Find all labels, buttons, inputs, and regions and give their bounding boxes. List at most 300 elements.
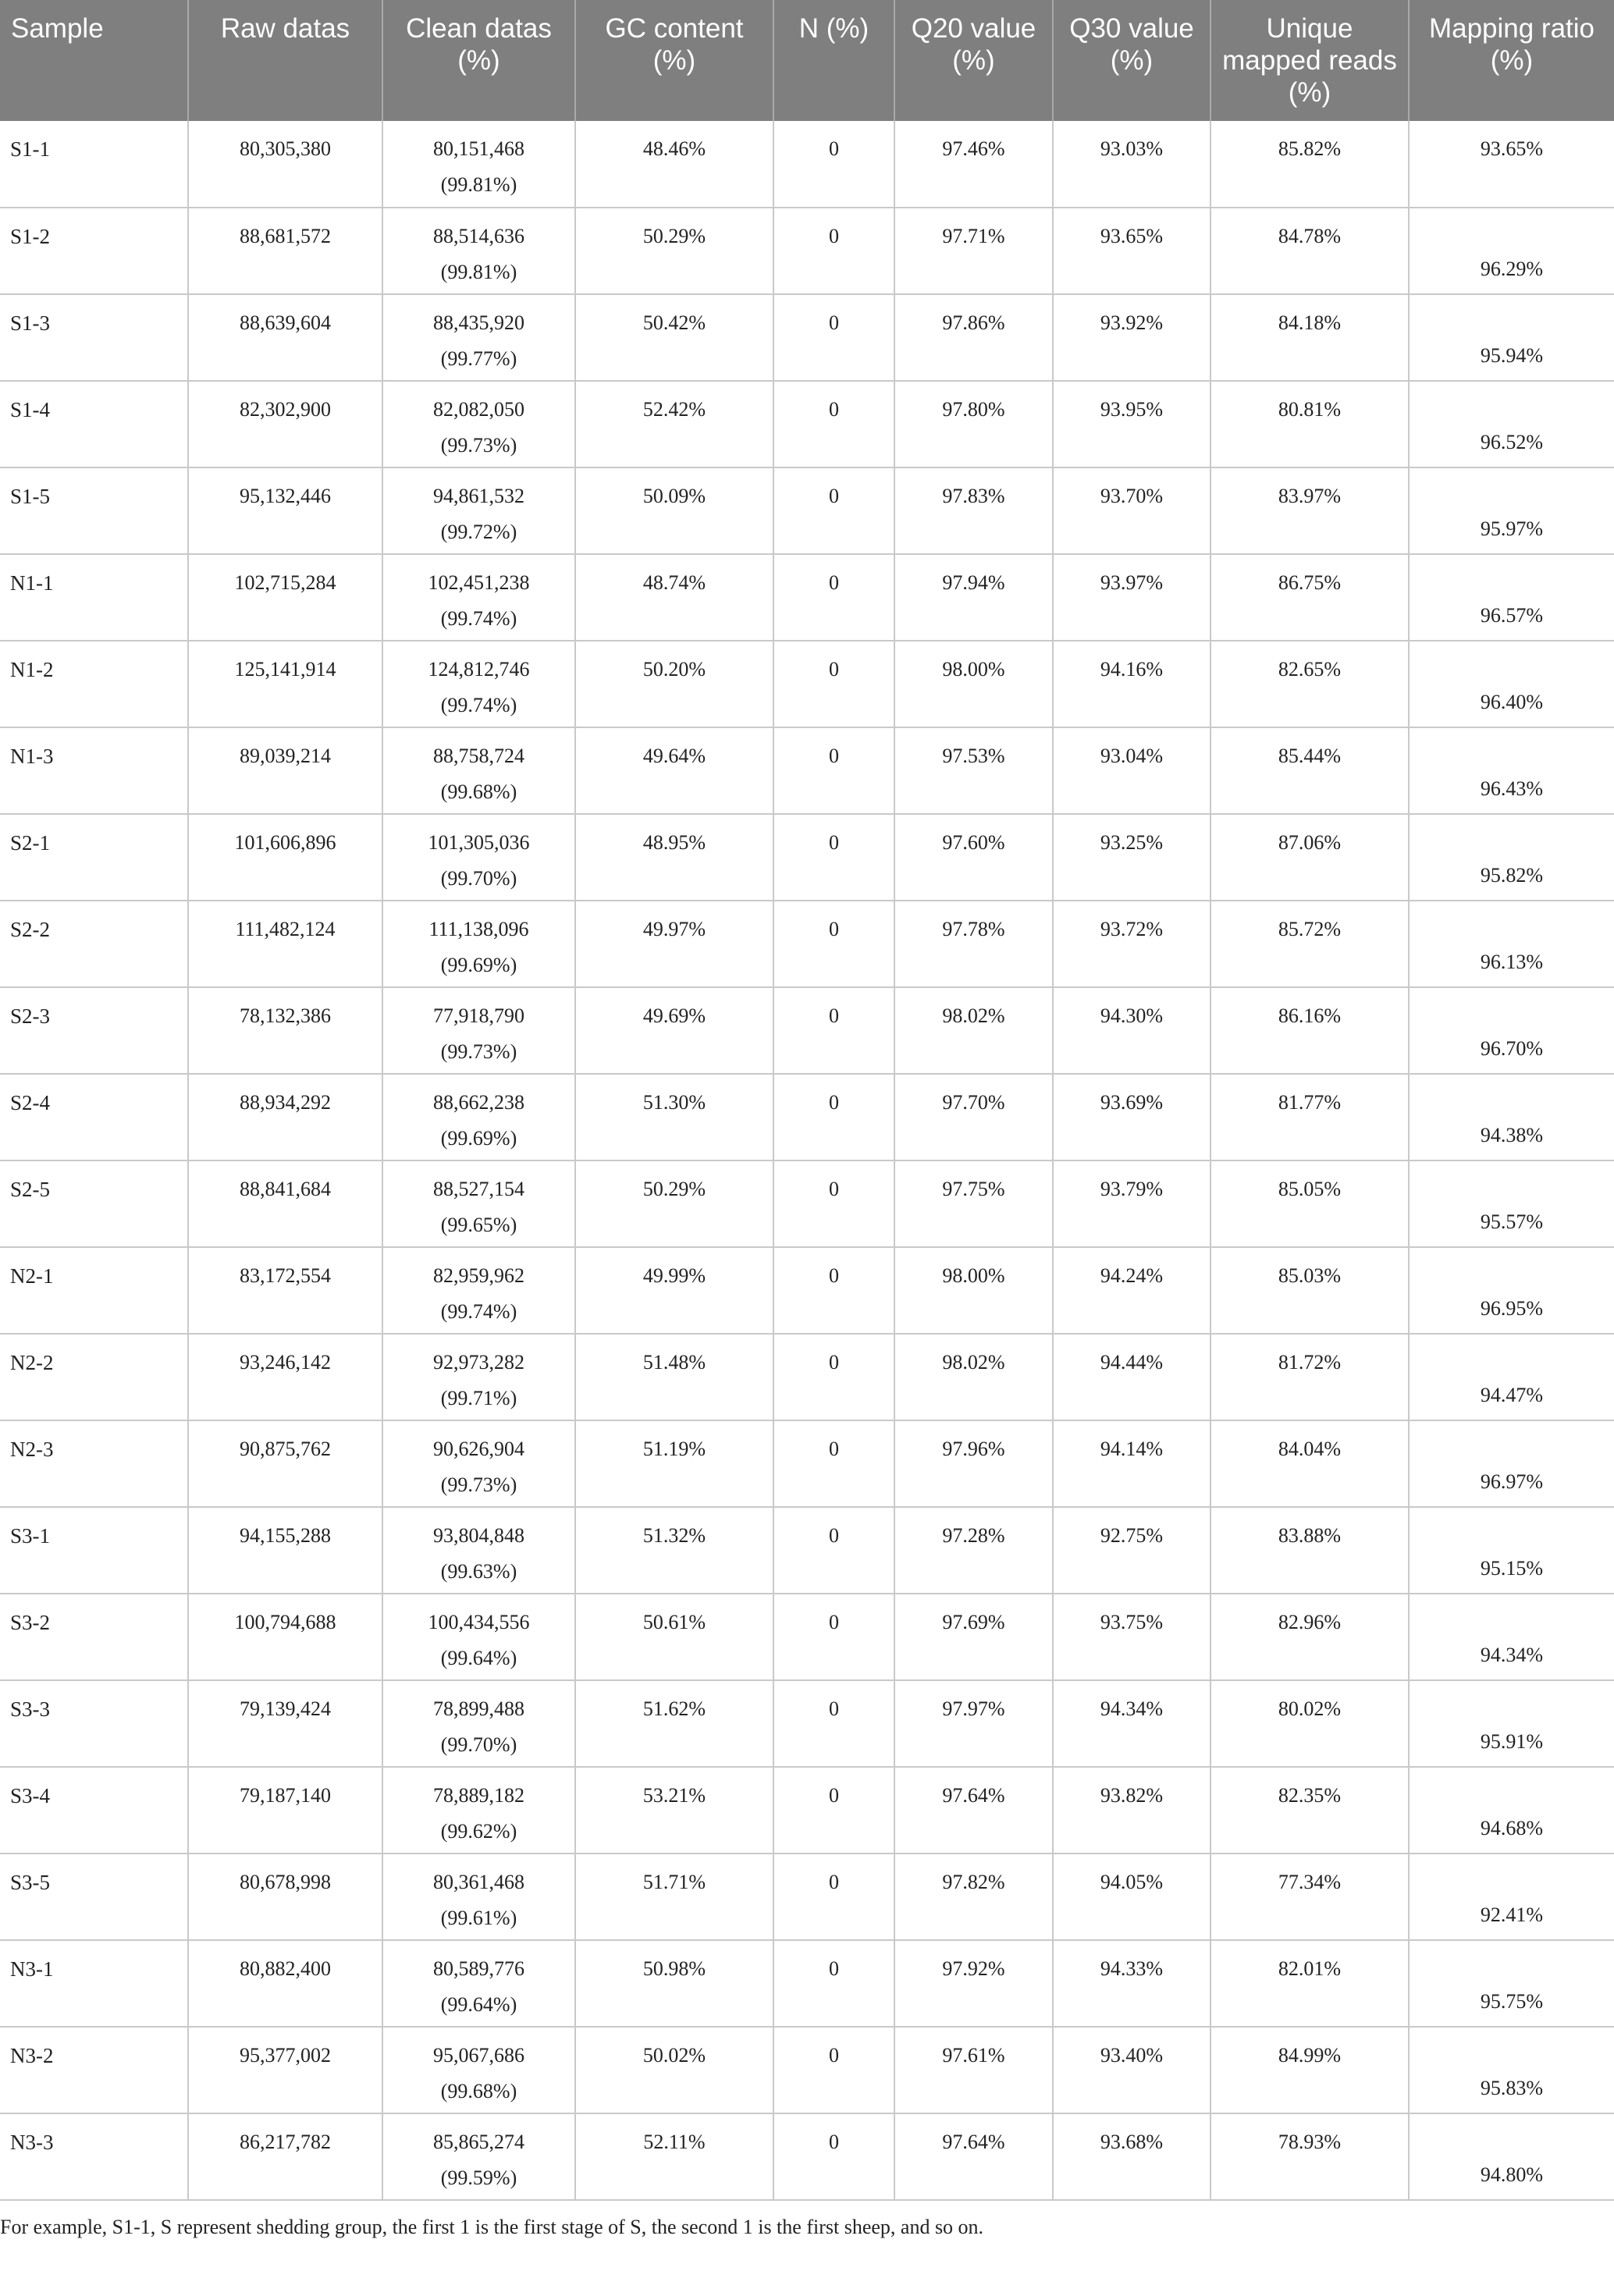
cell-n-percent: 0 — [773, 1247, 894, 1334]
cell-q20: 97.70% — [894, 1074, 1053, 1160]
cell-sample: S1-5 — [0, 467, 188, 554]
cell-raw-datas: 93,246,142 — [188, 1334, 382, 1420]
cell-n-percent: 0 — [773, 208, 894, 294]
table-row — [0, 987, 1614, 1074]
cell-n-percent: 0 — [773, 381, 894, 467]
cell-unique-mapped: 84.78% — [1210, 208, 1409, 294]
clean-datas-value: 88,662,238 — [433, 1091, 524, 1114]
cell-mapping-ratio: 95.97% — [1409, 467, 1614, 554]
cell-n-percent: 0 — [773, 1767, 894, 1854]
cell-clean-datas — [382, 814, 575, 901]
table-footnote: For example, S1-1, S represent shedding group, the first 1 is the first stage of S, the second 1 is the first sheep, and so on. — [0, 2216, 984, 2238]
cell-unique-mapped: 82.01% — [1210, 1940, 1409, 2027]
cell-clean-datas — [382, 901, 575, 987]
cell-raw-datas: 86,217,782 — [188, 2113, 382, 2200]
cell-clean-datas — [382, 1420, 575, 1507]
table-row — [0, 1074, 1614, 1160]
table-row — [0, 121, 1614, 208]
clean-datas-value: 101,305,036 — [428, 831, 530, 854]
cell-clean-datas — [382, 2113, 575, 2200]
cell-gc-content: 50.02% — [575, 2027, 773, 2113]
cell-q30: 93.72% — [1053, 901, 1210, 987]
cell-q30: 94.14% — [1053, 1420, 1210, 1507]
table-row — [0, 381, 1614, 467]
cell-sample: S3-5 — [0, 1854, 188, 1940]
cell-gc-content: 51.32% — [575, 1507, 773, 1594]
cell-unique-mapped: 84.18% — [1210, 294, 1409, 381]
cell-clean-datas — [382, 554, 575, 641]
clean-datas-value: 100,434,556 — [428, 1611, 530, 1633]
cell-gc-content: 51.62% — [575, 1680, 773, 1767]
cell-sample: S2-4 — [0, 1074, 188, 1160]
cell-q30: 93.75% — [1053, 1594, 1210, 1680]
cell-mapping-ratio: 95.82% — [1409, 814, 1614, 901]
cell-gc-content: 50.29% — [575, 1160, 773, 1247]
cell-sample: S2-2 — [0, 901, 188, 987]
header-raw-datas: Raw datas — [188, 0, 382, 121]
cell-q30: 94.05% — [1053, 1854, 1210, 1940]
cell-raw-datas: 125,141,914 — [188, 641, 382, 727]
cell-sample: N3-1 — [0, 1940, 188, 2027]
table-row — [0, 1507, 1614, 1594]
header-q20: Q20 value (%) — [894, 0, 1053, 121]
cell-n-percent: 0 — [773, 2027, 894, 2113]
header-sample: Sample — [0, 0, 188, 121]
cell-q20: 97.60% — [894, 814, 1053, 901]
cell-q20: 97.80% — [894, 381, 1053, 467]
table-row — [0, 294, 1614, 381]
cell-q20: 97.94% — [894, 554, 1053, 641]
cell-q30: 93.04% — [1053, 727, 1210, 814]
cell-n-percent: 0 — [773, 554, 894, 641]
cell-sample: N3-3 — [0, 2113, 188, 2200]
cell-q20: 97.83% — [894, 467, 1053, 554]
clean-datas-value: 90,626,904 — [433, 1438, 524, 1460]
cell-raw-datas: 95,377,002 — [188, 2027, 382, 2113]
cell-sample: N2-3 — [0, 1420, 188, 1507]
cell-mapping-ratio: 94.38% — [1409, 1074, 1614, 1160]
cell-clean-datas — [382, 1247, 575, 1334]
cell-q20: 97.28% — [894, 1507, 1053, 1594]
cell-sample: S2-5 — [0, 1160, 188, 1247]
cell-q30: 94.24% — [1053, 1247, 1210, 1334]
cell-sample: S1-2 — [0, 208, 188, 294]
clean-datas-value: 77,918,790 — [433, 1004, 524, 1027]
clean-datas-value: 94,861,532 — [433, 485, 524, 507]
clean-datas-percent: (99.81%) — [440, 261, 517, 283]
cell-gc-content: 48.74% — [575, 554, 773, 641]
clean-datas-value: 88,514,636 — [433, 225, 524, 247]
cell-q20: 97.46% — [894, 121, 1053, 208]
cell-mapping-ratio: 95.75% — [1409, 1940, 1614, 2027]
clean-datas-percent: (99.71%) — [440, 1387, 517, 1409]
cell-q20: 97.86% — [894, 294, 1053, 381]
cell-raw-datas: 88,681,572 — [188, 208, 382, 294]
cell-mapping-ratio: 94.47% — [1409, 1334, 1614, 1420]
clean-datas-percent: (99.64%) — [440, 1647, 517, 1669]
cell-q20: 98.02% — [894, 1334, 1053, 1420]
header-unique-mapped: Unique mapped reads (%) — [1210, 0, 1409, 121]
table-row — [0, 1854, 1614, 1940]
cell-q20: 98.02% — [894, 987, 1053, 1074]
cell-raw-datas: 78,132,386 — [188, 987, 382, 1074]
cell-unique-mapped: 80.02% — [1210, 1680, 1409, 1767]
header-clean-datas: Clean datas (%) — [382, 0, 575, 121]
cell-sample: N1-3 — [0, 727, 188, 814]
cell-mapping-ratio: 94.68% — [1409, 1767, 1614, 1854]
table-row — [0, 1940, 1614, 2027]
cell-q30: 93.69% — [1053, 1074, 1210, 1160]
cell-unique-mapped: 84.04% — [1210, 1420, 1409, 1507]
clean-datas-percent: (99.81%) — [440, 173, 517, 196]
clean-datas-value: 78,889,182 — [433, 1784, 524, 1807]
cell-n-percent: 0 — [773, 121, 894, 208]
cell-unique-mapped: 82.96% — [1210, 1594, 1409, 1680]
cell-sample: S3-2 — [0, 1594, 188, 1680]
table-row — [0, 1420, 1614, 1507]
cell-raw-datas: 79,139,424 — [188, 1680, 382, 1767]
cell-mapping-ratio: 92.41% — [1409, 1854, 1614, 1940]
cell-unique-mapped: 85.72% — [1210, 901, 1409, 987]
cell-n-percent: 0 — [773, 987, 894, 1074]
table-row — [0, 901, 1614, 987]
cell-clean-datas — [382, 381, 575, 467]
cell-n-percent: 0 — [773, 1854, 894, 1940]
clean-datas-value: 95,067,686 — [433, 2044, 524, 2067]
cell-mapping-ratio: 96.57% — [1409, 554, 1614, 641]
table-row — [0, 554, 1614, 641]
table-row — [0, 208, 1614, 294]
cell-raw-datas: 102,715,284 — [188, 554, 382, 641]
cell-raw-datas: 80,882,400 — [188, 1940, 382, 2027]
cell-gc-content: 53.21% — [575, 1767, 773, 1854]
cell-raw-datas: 88,841,684 — [188, 1160, 382, 1247]
cell-clean-datas — [382, 727, 575, 814]
cell-mapping-ratio: 95.94% — [1409, 294, 1614, 381]
clean-datas-percent: (99.74%) — [440, 607, 517, 630]
cell-q30: 93.92% — [1053, 294, 1210, 381]
table-row — [0, 1680, 1614, 1767]
cell-gc-content: 50.29% — [575, 208, 773, 294]
cell-gc-content: 48.46% — [575, 121, 773, 208]
cell-q30: 93.03% — [1053, 121, 1210, 208]
cell-unique-mapped: 81.72% — [1210, 1334, 1409, 1420]
cell-n-percent: 0 — [773, 1940, 894, 2027]
cell-raw-datas: 80,678,998 — [188, 1854, 382, 1940]
cell-q20: 97.96% — [894, 1420, 1053, 1507]
cell-gc-content: 49.97% — [575, 901, 773, 987]
cell-n-percent: 0 — [773, 1507, 894, 1594]
cell-clean-datas — [382, 1160, 575, 1247]
clean-datas-value: 102,451,238 — [428, 571, 530, 594]
cell-mapping-ratio: 95.91% — [1409, 1680, 1614, 1767]
cell-gc-content: 51.19% — [575, 1420, 773, 1507]
cell-q20: 97.64% — [894, 2113, 1053, 2200]
table-body — [0, 121, 1614, 2200]
cell-mapping-ratio: 96.13% — [1409, 901, 1614, 987]
cell-mapping-ratio: 95.15% — [1409, 1507, 1614, 1594]
cell-q20: 97.64% — [894, 1767, 1053, 1854]
clean-datas-percent: (99.64%) — [440, 1993, 517, 2016]
cell-sample: N3-2 — [0, 2027, 188, 2113]
table-row — [0, 2113, 1614, 2200]
cell-n-percent: 0 — [773, 467, 894, 554]
cell-raw-datas: 79,187,140 — [188, 1767, 382, 1854]
cell-q20: 98.00% — [894, 1247, 1053, 1334]
cell-gc-content: 52.42% — [575, 381, 773, 467]
cell-n-percent: 0 — [773, 1334, 894, 1420]
table-row — [0, 727, 1614, 814]
cell-q30: 93.70% — [1053, 467, 1210, 554]
cell-gc-content: 50.20% — [575, 641, 773, 727]
cell-q20: 97.78% — [894, 901, 1053, 987]
clean-datas-percent: (99.72%) — [440, 521, 517, 543]
cell-raw-datas: 95,132,446 — [188, 467, 382, 554]
clean-datas-percent: (99.73%) — [440, 1473, 517, 1496]
cell-q20: 97.75% — [894, 1160, 1053, 1247]
cell-sample: S3-3 — [0, 1680, 188, 1767]
cell-q20: 97.71% — [894, 208, 1053, 294]
cell-mapping-ratio: 96.40% — [1409, 641, 1614, 727]
cell-gc-content: 49.64% — [575, 727, 773, 814]
cell-unique-mapped: 83.97% — [1210, 467, 1409, 554]
clean-datas-value: 92,973,282 — [433, 1351, 524, 1374]
cell-gc-content: 50.98% — [575, 1940, 773, 2027]
clean-datas-percent: (99.70%) — [440, 1733, 517, 1756]
table-row — [0, 641, 1614, 727]
cell-raw-datas: 101,606,896 — [188, 814, 382, 901]
cell-unique-mapped: 81.77% — [1210, 1074, 1409, 1160]
cell-n-percent: 0 — [773, 901, 894, 987]
cell-sample: S3-4 — [0, 1767, 188, 1854]
cell-q20: 97.92% — [894, 1940, 1053, 2027]
table-row — [0, 1594, 1614, 1680]
cell-gc-content: 50.61% — [575, 1594, 773, 1680]
clean-datas-value: 80,361,468 — [433, 1871, 524, 1893]
cell-q20: 97.82% — [894, 1854, 1053, 1940]
cell-q30: 93.68% — [1053, 2113, 1210, 2200]
cell-sample: N2-2 — [0, 1334, 188, 1420]
clean-datas-percent: (99.68%) — [440, 2080, 517, 2102]
cell-unique-mapped: 78.93% — [1210, 2113, 1409, 2200]
cell-sample: N1-2 — [0, 641, 188, 727]
cell-unique-mapped: 77.34% — [1210, 1854, 1409, 1940]
cell-unique-mapped: 86.75% — [1210, 554, 1409, 641]
cell-mapping-ratio: 93.65% — [1409, 121, 1614, 208]
clean-datas-percent: (99.74%) — [440, 1300, 517, 1323]
clean-datas-value: 88,435,920 — [433, 311, 524, 334]
cell-sample: S2-3 — [0, 987, 188, 1074]
cell-q30: 93.95% — [1053, 381, 1210, 467]
cell-clean-datas — [382, 2027, 575, 2113]
cell-mapping-ratio: 96.95% — [1409, 1247, 1614, 1334]
cell-unique-mapped: 82.35% — [1210, 1767, 1409, 1854]
cell-mapping-ratio: 95.57% — [1409, 1160, 1614, 1247]
cell-n-percent: 0 — [773, 814, 894, 901]
cell-clean-datas — [382, 1074, 575, 1160]
header-mapping-ratio: Mapping ratio (%) — [1409, 0, 1614, 121]
clean-datas-value: 80,589,776 — [433, 1957, 524, 1980]
cell-clean-datas — [382, 1507, 575, 1594]
cell-q30: 93.82% — [1053, 1767, 1210, 1854]
cell-gc-content: 48.95% — [575, 814, 773, 901]
cell-q20: 97.97% — [894, 1680, 1053, 1767]
cell-unique-mapped: 83.88% — [1210, 1507, 1409, 1594]
clean-datas-value: 124,812,746 — [428, 658, 530, 681]
cell-n-percent: 0 — [773, 2113, 894, 2200]
clean-datas-value: 82,959,962 — [433, 1264, 524, 1287]
cell-unique-mapped: 85.05% — [1210, 1160, 1409, 1247]
cell-unique-mapped: 86.16% — [1210, 987, 1409, 1074]
cell-gc-content: 50.42% — [575, 294, 773, 381]
cell-sample: S3-1 — [0, 1507, 188, 1594]
cell-gc-content: 51.48% — [575, 1334, 773, 1420]
cell-gc-content: 51.30% — [575, 1074, 773, 1160]
cell-q30: 94.34% — [1053, 1680, 1210, 1767]
clean-datas-percent: (99.62%) — [440, 1820, 517, 1843]
cell-clean-datas — [382, 1334, 575, 1420]
cell-raw-datas: 111,482,124 — [188, 901, 382, 987]
cell-clean-datas — [382, 121, 575, 208]
cell-raw-datas: 88,639,604 — [188, 294, 382, 381]
cell-n-percent: 0 — [773, 1680, 894, 1767]
cell-clean-datas — [382, 1594, 575, 1680]
cell-n-percent: 0 — [773, 1594, 894, 1680]
table-row — [0, 467, 1614, 554]
cell-unique-mapped: 84.99% — [1210, 2027, 1409, 2113]
cell-gc-content: 49.69% — [575, 987, 773, 1074]
clean-datas-percent: (99.69%) — [440, 1127, 517, 1150]
cell-mapping-ratio: 94.34% — [1409, 1594, 1614, 1680]
table-row — [0, 2027, 1614, 2113]
cell-raw-datas: 89,039,214 — [188, 727, 382, 814]
table-row — [0, 1334, 1614, 1420]
cell-q30: 94.33% — [1053, 1940, 1210, 2027]
cell-q30: 93.25% — [1053, 814, 1210, 901]
clean-datas-percent: (99.65%) — [440, 1214, 517, 1236]
cell-n-percent: 0 — [773, 1420, 894, 1507]
cell-unique-mapped: 85.44% — [1210, 727, 1409, 814]
cell-mapping-ratio: 96.29% — [1409, 208, 1614, 294]
cell-mapping-ratio: 96.70% — [1409, 987, 1614, 1074]
cell-n-percent: 0 — [773, 1074, 894, 1160]
cell-raw-datas: 80,305,380 — [188, 121, 382, 208]
clean-datas-value: 80,151,468 — [433, 137, 524, 160]
clean-datas-value: 88,527,154 — [433, 1178, 524, 1200]
clean-datas-percent: (99.63%) — [440, 1560, 517, 1583]
cell-clean-datas — [382, 1940, 575, 2027]
cell-raw-datas: 83,172,554 — [188, 1247, 382, 1334]
cell-gc-content: 49.99% — [575, 1247, 773, 1334]
cell-q20: 97.69% — [894, 1594, 1053, 1680]
cell-unique-mapped: 85.82% — [1210, 121, 1409, 208]
cell-n-percent: 0 — [773, 641, 894, 727]
cell-q20: 98.00% — [894, 641, 1053, 727]
cell-n-percent: 0 — [773, 294, 894, 381]
cell-unique-mapped: 80.81% — [1210, 381, 1409, 467]
cell-sample: N2-1 — [0, 1247, 188, 1334]
cell-q30: 93.65% — [1053, 208, 1210, 294]
clean-datas-value: 93,804,848 — [433, 1524, 524, 1547]
cell-mapping-ratio: 96.52% — [1409, 381, 1614, 467]
cell-sample: S1-1 — [0, 121, 188, 208]
cell-raw-datas: 90,875,762 — [188, 1420, 382, 1507]
cell-clean-datas — [382, 1680, 575, 1767]
clean-datas-percent: (99.74%) — [440, 694, 517, 716]
cell-mapping-ratio: 96.97% — [1409, 1420, 1614, 1507]
header-gc-content: GC content (%) — [575, 0, 773, 121]
clean-datas-value: 85,865,274 — [433, 2131, 524, 2153]
clean-datas-value: 82,082,050 — [433, 398, 524, 421]
cell-clean-datas — [382, 467, 575, 554]
cell-q20: 97.61% — [894, 2027, 1053, 2113]
cell-unique-mapped: 85.03% — [1210, 1247, 1409, 1334]
cell-raw-datas: 82,302,900 — [188, 381, 382, 467]
header-n-percent: N (%) — [773, 0, 894, 121]
clean-datas-percent: (99.77%) — [440, 347, 517, 370]
clean-datas-percent: (99.73%) — [440, 1040, 517, 1063]
cell-q30: 93.97% — [1053, 554, 1210, 641]
cell-clean-datas — [382, 987, 575, 1074]
cell-q30: 94.16% — [1053, 641, 1210, 727]
table-row — [0, 814, 1614, 901]
cell-gc-content: 50.09% — [575, 467, 773, 554]
cell-raw-datas: 94,155,288 — [188, 1507, 382, 1594]
cell-gc-content: 52.11% — [575, 2113, 773, 2200]
clean-datas-percent: (99.70%) — [440, 867, 517, 890]
cell-q30: 94.30% — [1053, 987, 1210, 1074]
clean-datas-value: 88,758,724 — [433, 745, 524, 767]
cell-q30: 93.40% — [1053, 2027, 1210, 2113]
header-q30: Q30 value (%) — [1053, 0, 1210, 121]
cell-raw-datas: 88,934,292 — [188, 1074, 382, 1160]
table-row — [0, 1247, 1614, 1334]
cell-clean-datas — [382, 1767, 575, 1854]
clean-datas-percent: (99.61%) — [440, 1907, 517, 1929]
cell-sample: N1-1 — [0, 554, 188, 641]
cell-clean-datas — [382, 641, 575, 727]
cell-clean-datas — [382, 1854, 575, 1940]
cell-mapping-ratio: 96.43% — [1409, 727, 1614, 814]
cell-clean-datas — [382, 294, 575, 381]
cell-sample: S2-1 — [0, 814, 188, 901]
cell-mapping-ratio: 95.83% — [1409, 2027, 1614, 2113]
cell-n-percent: 0 — [773, 1160, 894, 1247]
clean-datas-percent: (99.59%) — [440, 2166, 517, 2189]
cell-mapping-ratio: 94.80% — [1409, 2113, 1614, 2200]
cell-q30: 93.79% — [1053, 1160, 1210, 1247]
clean-datas-percent: (99.68%) — [440, 780, 517, 803]
clean-datas-percent: (99.69%) — [440, 954, 517, 976]
clean-datas-percent: (99.73%) — [440, 434, 517, 457]
clean-datas-value: 78,899,488 — [433, 1697, 524, 1720]
cell-n-percent: 0 — [773, 727, 894, 814]
cell-sample: S1-3 — [0, 294, 188, 381]
cell-raw-datas: 100,794,688 — [188, 1594, 382, 1680]
cell-unique-mapped: 87.06% — [1210, 814, 1409, 901]
cell-q30: 94.44% — [1053, 1334, 1210, 1420]
cell-sample: S1-4 — [0, 381, 188, 467]
clean-datas-value: 111,138,096 — [428, 918, 529, 940]
cell-clean-datas — [382, 208, 575, 294]
cell-unique-mapped: 82.65% — [1210, 641, 1409, 727]
cell-q20: 97.53% — [894, 727, 1053, 814]
table-header-row — [0, 0, 1614, 121]
cell-gc-content: 51.71% — [575, 1854, 773, 1940]
table-row — [0, 1767, 1614, 1854]
table-row — [0, 1160, 1614, 1247]
cell-q30: 92.75% — [1053, 1507, 1210, 1594]
